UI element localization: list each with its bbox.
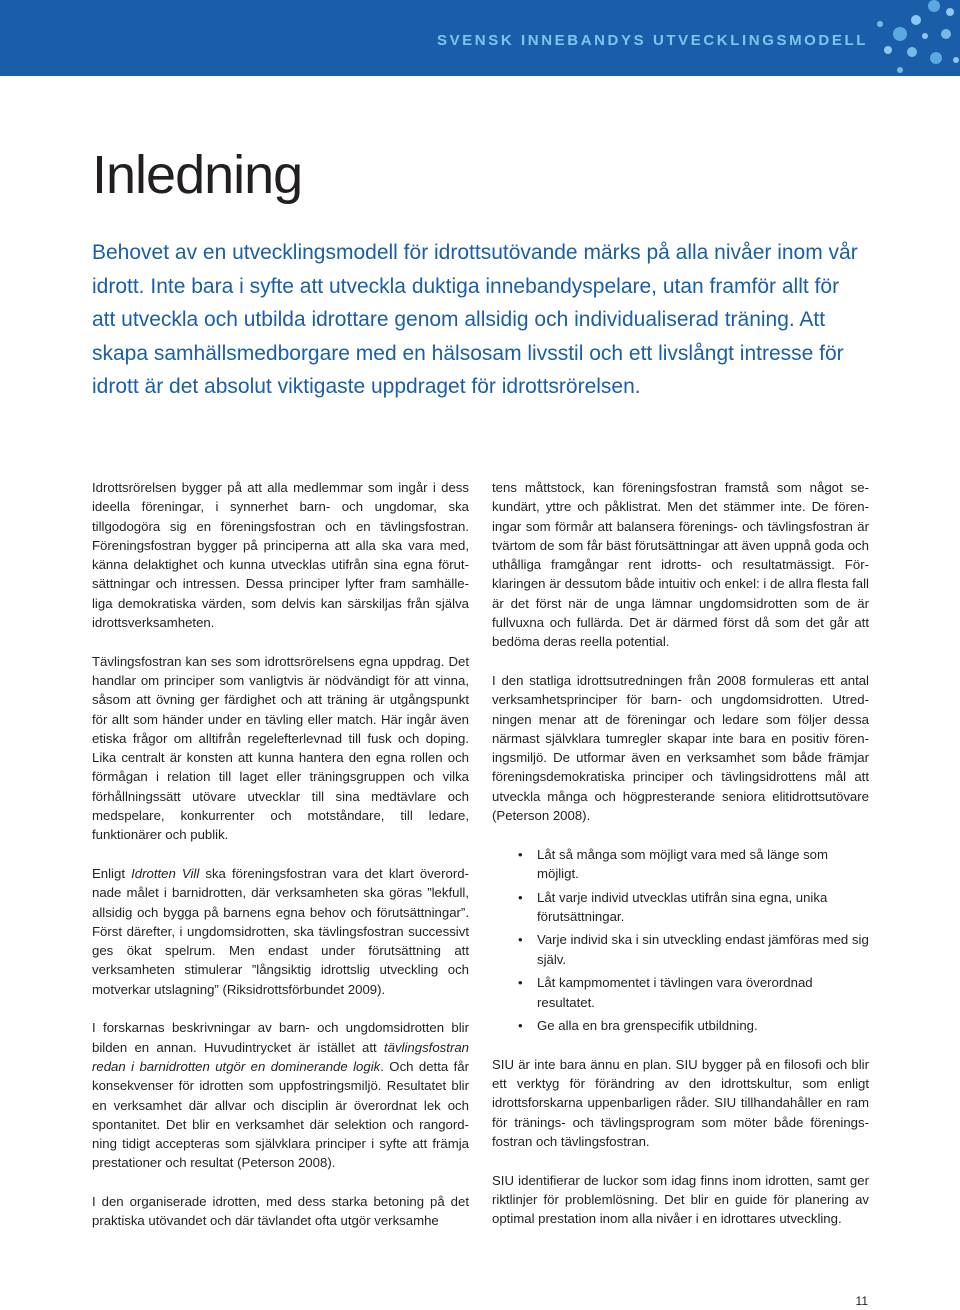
list-item xyxy=(492,888,869,927)
page-title: Inledning xyxy=(92,145,303,205)
body-paragraph xyxy=(92,864,469,999)
body-paragraph: tens måttstock, kan föreningsfostran framstå som något sekundärt, yttre och påklistrat. Men det stämmer inte. De föreningar som förmår att balansera förenings- och tävlingsfostran är tvärtom de som får bäst förutsättningar att även uppnå goda och uthålliga framgångar rent idrotts- och resultatmässigt. Förklaringen är dessutom både intuitiv och enkel: i de allra flesta fall är det först när de unga lämnar ungdomsidrotten som de är fullvuxna och fullärda. Det är därmed först då som det går att bedöma deras reella potential. xyxy=(492,480,869,650)
lead-paragraph: Behovet av en utvecklingsmodell för idrottsutövande märks på alla nivåer inom vår idrott. Inte bara i syfte att utveckla duktiga innebandyspelare, utan framför allt för att utveckla och utbilda idrottare genom allsidig och individualiserad träning. Att skapa samhällsmedborgare med en hälsosam livsstil och ett livslångt intresse för idrott är det absolut viktigaste uppdraget för idrottsrörelsen. xyxy=(92,241,858,399)
body-paragraph: Tävlingsfostran kan ses som idrottsrörelsens egna uppdrag. Det handlar om principer som vanligtvis är nödvändigt för att vinna, såsom att övning ger färdighet och att träning är utgångspunkt för allt som händer under en tävling eller match. Här ingår även etiska frågor om alltifrån regelefterlevnad till fusk och doping. Lika centralt är konsten att kunna hantera den egna rollen och förmågan i relation till laget eller träningsgruppen och vilka förhållningssätt utövare utvecklar till sina medtävlare och medspelare, konkurrenter och motståndare, till ledare, funktionärer och publik. xyxy=(92,653,469,843)
principles-list xyxy=(492,845,869,1036)
list-item xyxy=(492,1016,869,1035)
body-paragraph: SIU identifierar de luckor som idag finns inom idrotten, samt ger riktlinjer för problemlösning. Det blir en guide för planering av optimal prestation inom alla nivåer i en idrottares utveckling. xyxy=(492,1172,869,1227)
body-paragraph: I den organiserade idrotten, med dess starka betoning på det praktiska utövandet och där tävlandet ofta utgör verksamhe xyxy=(92,1193,469,1229)
page-number: 11 xyxy=(855,1294,868,1308)
list-item xyxy=(492,845,869,884)
list-item-text: Låt så många som möjligt vara med så länge som möjligt. xyxy=(537,846,828,881)
publication-title: Idrotten Vill xyxy=(131,865,200,881)
emphasized-text: tävlingsfostran redan i barnidrotten utgör en dominerande logik xyxy=(92,1039,469,1074)
bullet-icon: • xyxy=(518,846,523,862)
list-item-text: Låt varje individ utvecklas utifrån sina egna, unika förutsättningar. xyxy=(537,889,828,924)
header-title: SVENSK INNEBANDYS UTVECKLINGSMODELL xyxy=(436,32,868,49)
text-run: . Och detta får konsekvenser för idrotten som uppfostringsmiljö. Resultatet blir en verksamhet där allvar och disciplin är överordnat lek och spontanitet. Det blir en verksamhet där selektion och rangordning tidigt accepteras som självklara principer i syfte att främja prestationer och resultat (Peterson 2008). xyxy=(92,1058,470,1171)
body-paragraph: I den statliga idrottsutredningen från 2008 formuleras ett antal verksamhetsprinciper för barn- och ungdomsidrotten. Utredningen menar att de föreningar och ledare som följer dessa närmast självklara tumregler skapar inte bara en positiv föreningsmiljö. De utformar även en verksamhet som både främjar föreningsdemokratiska principer och tävlingsidrottens mål att utveckla många och högpresterande seniora elitidrottsutövare (Peterson 2008). xyxy=(492,672,869,824)
left-column xyxy=(92,478,469,1250)
decorative-dots xyxy=(870,0,960,76)
bullet-icon: • xyxy=(518,932,523,948)
body-paragraph xyxy=(92,1018,469,1172)
text-run: ska föreningsfostran vara det klart överordnade målet i barnidrotten, där verksamheten ska göras ”lekfull, allsidig och bygga på barnens egna behov och förutsättningar”. Först därefter, i ungdomsidrotten, ska tävlingsfostran successivt ges ökat spelrum. Men endast under förutsättning att verksamheten stimulerar ”långsiktig idrottslig utveckling och motverkar utslagning” (Riksidrottsförbundet 2009). xyxy=(92,865,469,997)
text-run: Enligt xyxy=(92,865,132,881)
bullet-icon: • xyxy=(518,1018,523,1034)
body-paragraph: Idrottsrörelsen bygger på att alla medlemmar som ingår i dess ideella föreningar, i synnerhet barn- och ungdomar, ska tillgodogöra sig en föreningsfostran och en tävlingsfostran. Föreningsfostran bygger på principerna att alla ska vara med, känna delaktighet och kunna utvecklas utifrån sina egna förutsättningar och intressen. Dessa principer lyfter fram samhälleliga demokratiska värden, som delvis kan särskiljas från själva idrottsverksamheten. xyxy=(92,480,469,631)
bullet-icon: • xyxy=(518,889,523,905)
body-paragraph: SIU är inte bara ännu en plan. SIU bygger på en filosofi och blir ett verktyg för förändring av den idrottskultur, som enligt idrottsforskarna uppenbarligen råder. SIU tillhandahåller en ram för tränings- och tävlingsprogram som möter både föreningsfostran och tävlingsfostran. xyxy=(492,1056,869,1149)
text-run: I forskarnas beskrivningar av barn- och ungdomsidrotten blir bilden en annan. Huvudintrycket är istället att xyxy=(92,1020,469,1055)
list-item-text: Varje individ ska i sin utveckling endast jämföras med sig själv. xyxy=(537,932,869,967)
bullet-icon: • xyxy=(518,975,523,991)
list-item xyxy=(492,973,869,1012)
list-item-text: Ge alla en bra grenspecifik utbildning. xyxy=(537,1018,758,1034)
header-band xyxy=(0,0,960,76)
list-item-text: Låt kampmomentet i tävlingen vara överordnad resultatet. xyxy=(537,975,813,1010)
right-column xyxy=(492,478,869,1248)
list-item xyxy=(492,930,869,969)
